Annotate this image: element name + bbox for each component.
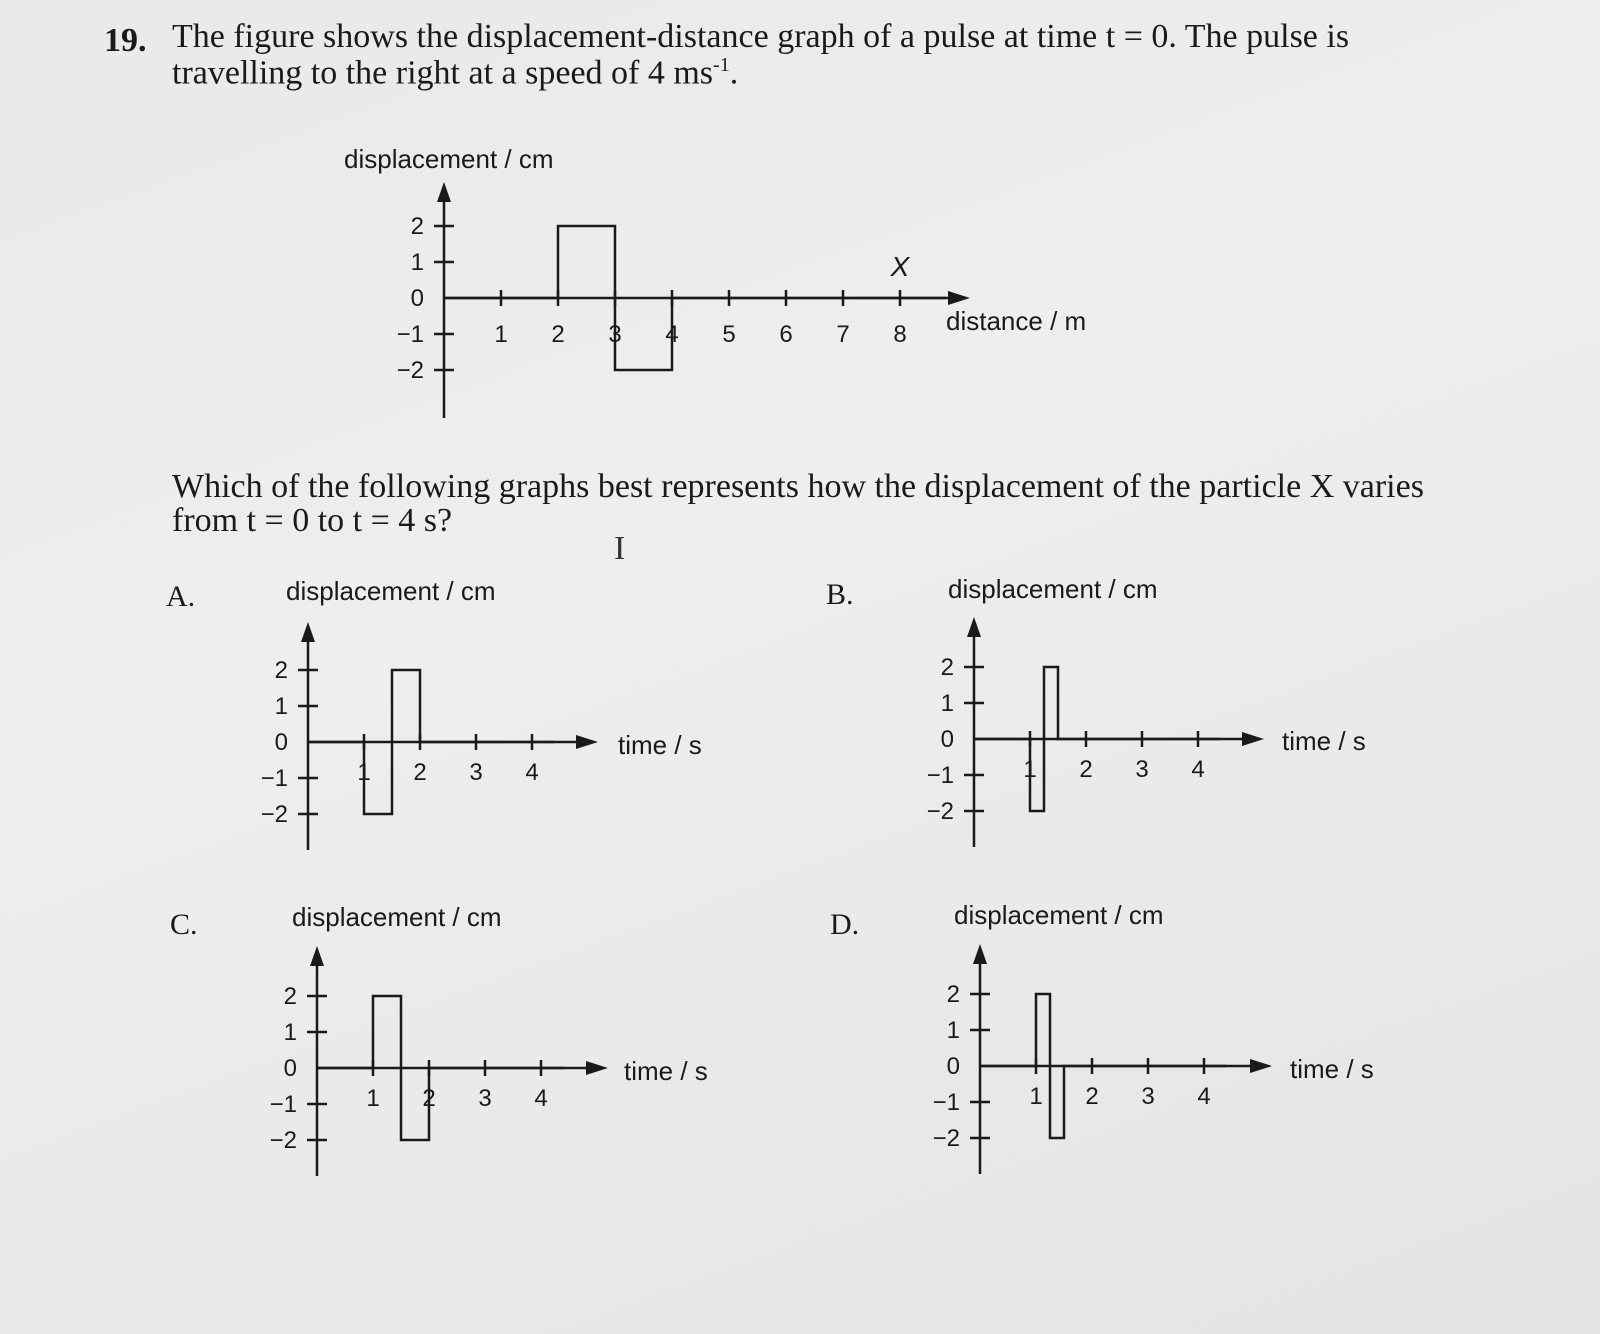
y-tick-label: 1	[940, 690, 954, 717]
y-axis-label: displacement / cm	[954, 900, 1164, 930]
y-axis-arrow-icon	[301, 622, 315, 642]
y-axis-label: displacement / cm	[286, 576, 496, 606]
x-tick-label: 1	[357, 759, 371, 786]
chart-b	[927, 574, 1366, 847]
y-tick-label: −1	[932, 1089, 960, 1116]
question-text-line-2b: .	[729, 54, 739, 92]
x-tick-label: 1	[1029, 1083, 1043, 1110]
y-tick-label: −2	[269, 1127, 297, 1154]
particle-x-label: X	[890, 251, 910, 282]
y-tick-label: 0	[410, 285, 424, 312]
pulse-line	[317, 996, 563, 1140]
y-axis-arrow-icon	[967, 617, 981, 637]
x-tick-label: 4	[525, 759, 539, 786]
x-tick-label: 2	[1085, 1083, 1099, 1110]
y-tick-label: 2	[946, 981, 960, 1008]
question-text-line-1: The figure shows the displacement-distance graph of a pulse at time t = 0. The pulse is	[172, 18, 1350, 55]
x-tick-label: 7	[836, 321, 850, 348]
y-tick-label: 2	[940, 654, 954, 681]
x-tick-label: 2	[1079, 756, 1093, 783]
x-tick-label: 8	[893, 321, 907, 348]
x-axis-arrow-icon	[1242, 732, 1264, 746]
x-tick-label: 3	[469, 759, 483, 786]
x-axis-arrow-icon	[586, 1061, 608, 1075]
y-tick-label: −1	[260, 765, 288, 792]
question-text-line-2a: travelling to the right at a speed of 4 ms	[172, 54, 714, 92]
pulse-line	[444, 226, 946, 370]
x-tick-label: 3	[1141, 1083, 1155, 1110]
question-number: 19.	[104, 22, 147, 59]
question-text-line-3: Which of the following graphs best represents how the displacement of the particle X varies	[172, 468, 1424, 505]
y-axis-arrow-icon	[437, 182, 451, 202]
chart-main	[344, 144, 1086, 418]
x-tick-label: 1	[366, 1085, 380, 1112]
x-axis-label: time / s	[624, 1056, 708, 1086]
option-d-label[interactable]: D.	[830, 908, 860, 941]
y-axis-arrow-icon	[310, 946, 324, 966]
y-tick-label: −1	[396, 321, 424, 348]
y-tick-label: 0	[274, 729, 288, 756]
y-tick-label: 1	[410, 249, 424, 276]
option-a-label[interactable]: A.	[166, 580, 196, 613]
x-axis-label: time / s	[618, 730, 702, 760]
option-b-label[interactable]: B.	[826, 578, 854, 611]
x-tick-label: 1	[1023, 756, 1037, 783]
x-tick-label: 4	[1191, 756, 1205, 783]
x-tick-label: 3	[1135, 756, 1149, 783]
pulse-line	[974, 667, 1220, 811]
x-tick-label: 2	[422, 1085, 436, 1112]
chart-c	[270, 902, 708, 1176]
x-tick-label: 4	[534, 1085, 548, 1112]
x-tick-label: 6	[779, 321, 793, 348]
x-tick-label: 3	[608, 321, 622, 348]
y-tick-label: 0	[946, 1053, 960, 1080]
x-tick-label: 4	[665, 321, 679, 348]
y-tick-label: 1	[946, 1017, 960, 1044]
y-axis-label: displacement / cm	[292, 902, 502, 932]
y-tick-label: −2	[932, 1125, 960, 1152]
y-axis-label: displacement / cm	[344, 144, 554, 174]
x-tick-label: 5	[722, 321, 736, 348]
x-tick-label: 2	[413, 759, 427, 786]
chart-d	[933, 900, 1374, 1174]
y-axis-label: displacement / cm	[948, 574, 1158, 604]
pulse-line	[980, 994, 1226, 1138]
x-tick-label: 4	[1197, 1083, 1211, 1110]
y-tick-label: 1	[274, 693, 288, 720]
y-tick-label: 2	[274, 657, 288, 684]
x-axis-arrow-icon	[948, 291, 970, 305]
y-tick-label: 0	[940, 726, 954, 753]
y-tick-label: 2	[410, 213, 424, 240]
x-axis-label: distance / m	[946, 306, 1087, 336]
x-axis-label: time / s	[1290, 1054, 1374, 1084]
y-tick-label: −2	[260, 801, 288, 828]
y-tick-label: 2	[283, 983, 297, 1010]
text-cursor-icon: I	[614, 530, 626, 567]
y-tick-label: −1	[269, 1091, 297, 1118]
y-tick-label: −1	[926, 762, 954, 789]
pulse-line	[308, 670, 554, 814]
x-axis-arrow-icon	[1250, 1059, 1272, 1073]
chart-a	[261, 576, 702, 850]
y-tick-label: −2	[396, 357, 424, 384]
y-axis-arrow-icon	[973, 944, 987, 964]
x-tick-label: 1	[494, 321, 508, 348]
x-tick-label: 3	[478, 1085, 492, 1112]
unit-exponent: -1	[713, 54, 730, 76]
y-tick-label: −2	[926, 798, 954, 825]
question-text-line-4: from t = 0 to t = 4 s?	[172, 502, 453, 539]
x-tick-label: 2	[551, 321, 565, 348]
y-tick-label: 0	[283, 1055, 297, 1082]
y-tick-label: 1	[283, 1019, 297, 1046]
x-axis-label: time / s	[1282, 726, 1366, 756]
x-axis-arrow-icon	[576, 735, 598, 749]
option-c-label[interactable]: C.	[170, 908, 198, 941]
